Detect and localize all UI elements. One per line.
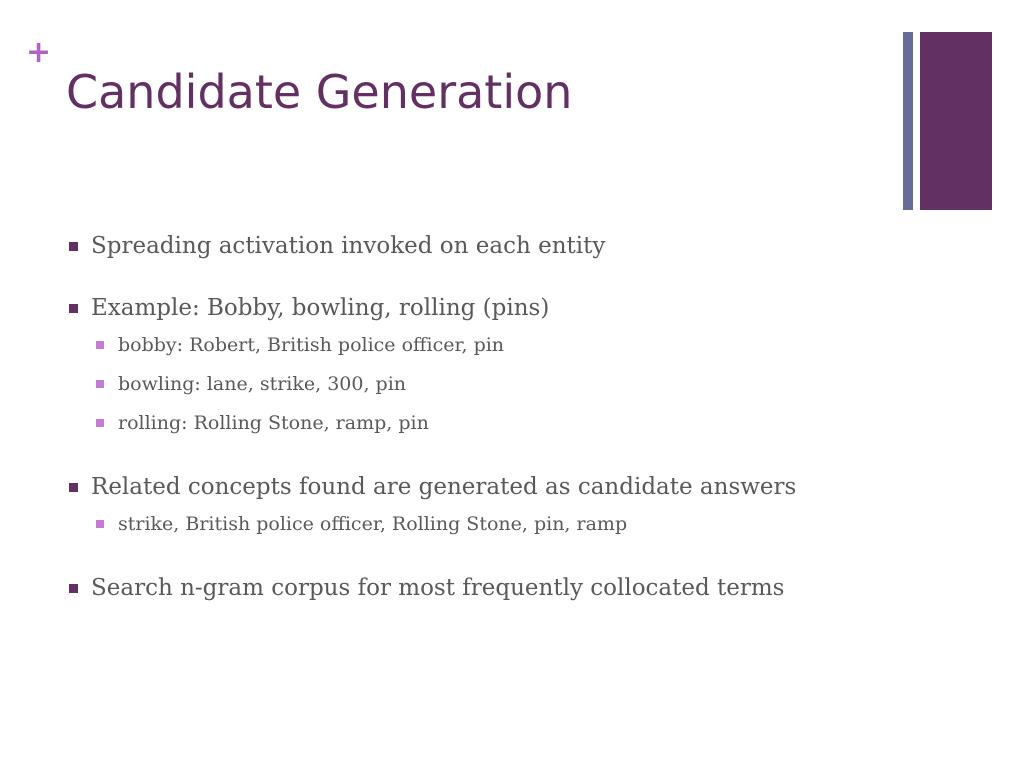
bullet-item	[66, 290, 886, 326]
bullet-text: Spreading activation invoked on each entity	[91, 233, 606, 259]
bullet-text: Search n-gram corpus for most frequently collocated terms	[91, 575, 785, 601]
accent-bar-thin	[903, 32, 913, 210]
bullet-item	[66, 469, 886, 505]
sub-bullet-text: bobby: Robert, British police officer, pin	[118, 334, 505, 356]
sub-bullet-item	[66, 505, 886, 544]
accent-bar-thick	[920, 32, 992, 210]
square-sub-bullet-icon	[96, 520, 104, 528]
square-bullet-icon	[69, 584, 78, 593]
sub-bullet-item	[66, 404, 886, 443]
bullet-list	[66, 228, 886, 606]
sub-bullet-item	[66, 365, 886, 404]
plus-icon: +	[26, 35, 52, 70]
bullet-item	[66, 228, 886, 264]
sub-bullet-item	[66, 326, 886, 365]
sub-bullet-text: bowling: lane, strike, 300, pin	[118, 373, 407, 395]
bullet-text: Related concepts found are generated as candidate answers	[91, 474, 797, 500]
square-bullet-icon	[69, 304, 78, 313]
sub-bullet-text: strike, British police officer, Rolling Stone, pin, ramp	[118, 513, 628, 535]
slide-title: Candidate Generation	[66, 65, 573, 119]
bullet-item	[66, 570, 886, 606]
square-bullet-icon	[69, 242, 78, 251]
square-sub-bullet-icon	[96, 380, 104, 388]
square-bullet-icon	[69, 483, 78, 492]
square-sub-bullet-icon	[96, 341, 104, 349]
bullet-text: Example: Bobby, bowling, rolling (pins)	[91, 295, 550, 321]
square-sub-bullet-icon	[96, 419, 104, 427]
sub-bullet-text: rolling: Rolling Stone, ramp, pin	[118, 412, 429, 434]
